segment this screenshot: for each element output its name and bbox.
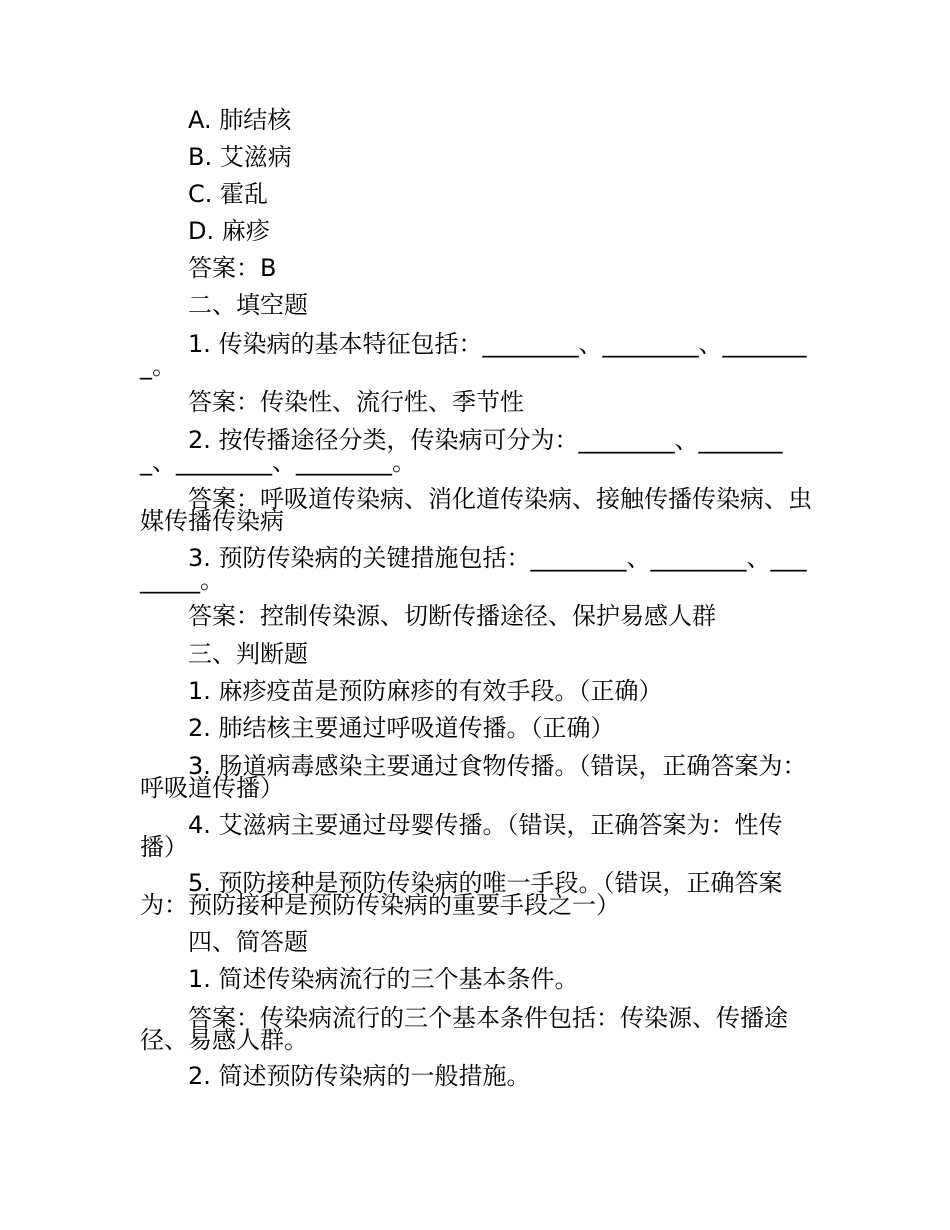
option-c: C. 霍乱 xyxy=(188,180,269,208)
short-answer-question-2: 2. 简述预防传染病的一般措施。 xyxy=(188,1062,531,1090)
true-false-item-5: 5. 预防接种是预防传染病的唯一手段。（错误，正确答案为：预防接种是预防传染病的重要手段之一） xyxy=(140,869,783,919)
section-heading-short-answer: 四、简答题 xyxy=(188,928,308,956)
fill-in-question-2: 2. 按传播途径分类，传染病可分为：________、________、________、________。 xyxy=(140,426,783,476)
section-heading-fill-in: 二、填空题 xyxy=(188,291,308,319)
option-d: D. 麻疹 xyxy=(188,217,270,245)
option-b: B. 艾滋病 xyxy=(188,143,292,171)
fill-in-question-3: 3. 预防传染病的关键措施包括：________、________、________。 xyxy=(140,544,807,594)
true-false-item-2: 2. 肺结核主要通过呼吸道传播。（正确） xyxy=(188,714,615,742)
section-heading-true-false: 三、判断题 xyxy=(188,640,308,668)
option-a: A. 肺结核 xyxy=(188,106,292,134)
true-false-item-4: 4. 艾滋病主要通过母婴传播。（错误，正确答案为：性传播） xyxy=(140,811,783,861)
fill-in-question-1: 1. 传染病的基本特征包括：________、________、________。 xyxy=(140,330,807,380)
fill-in-answer-1: 答案：传染性、流行性、季节性 xyxy=(188,388,524,416)
short-answer-answer-1: 答案：传染病流行的三个基本条件包括：传染源、传播途径、易感人群。 xyxy=(140,1004,788,1054)
fill-in-answer-3: 答案：控制传染源、切断传播途径、保护易感人群 xyxy=(188,602,716,630)
answer-line: 答案：B xyxy=(188,254,277,282)
true-false-item-1: 1. 麻疹疫苗是预防麻疹的有效手段。（正确） xyxy=(188,677,663,705)
short-answer-question-1: 1. 简述传染病流行的三个基本条件。 xyxy=(188,965,579,993)
true-false-item-3: 3. 肠道病毒感染主要通过食物传播。（错误，正确答案为：呼吸道传播） xyxy=(140,752,807,802)
fill-in-answer-2: 答案：呼吸道传染病、消化道传染病、接触传播传染病、虫媒传播传染病 xyxy=(140,485,812,535)
